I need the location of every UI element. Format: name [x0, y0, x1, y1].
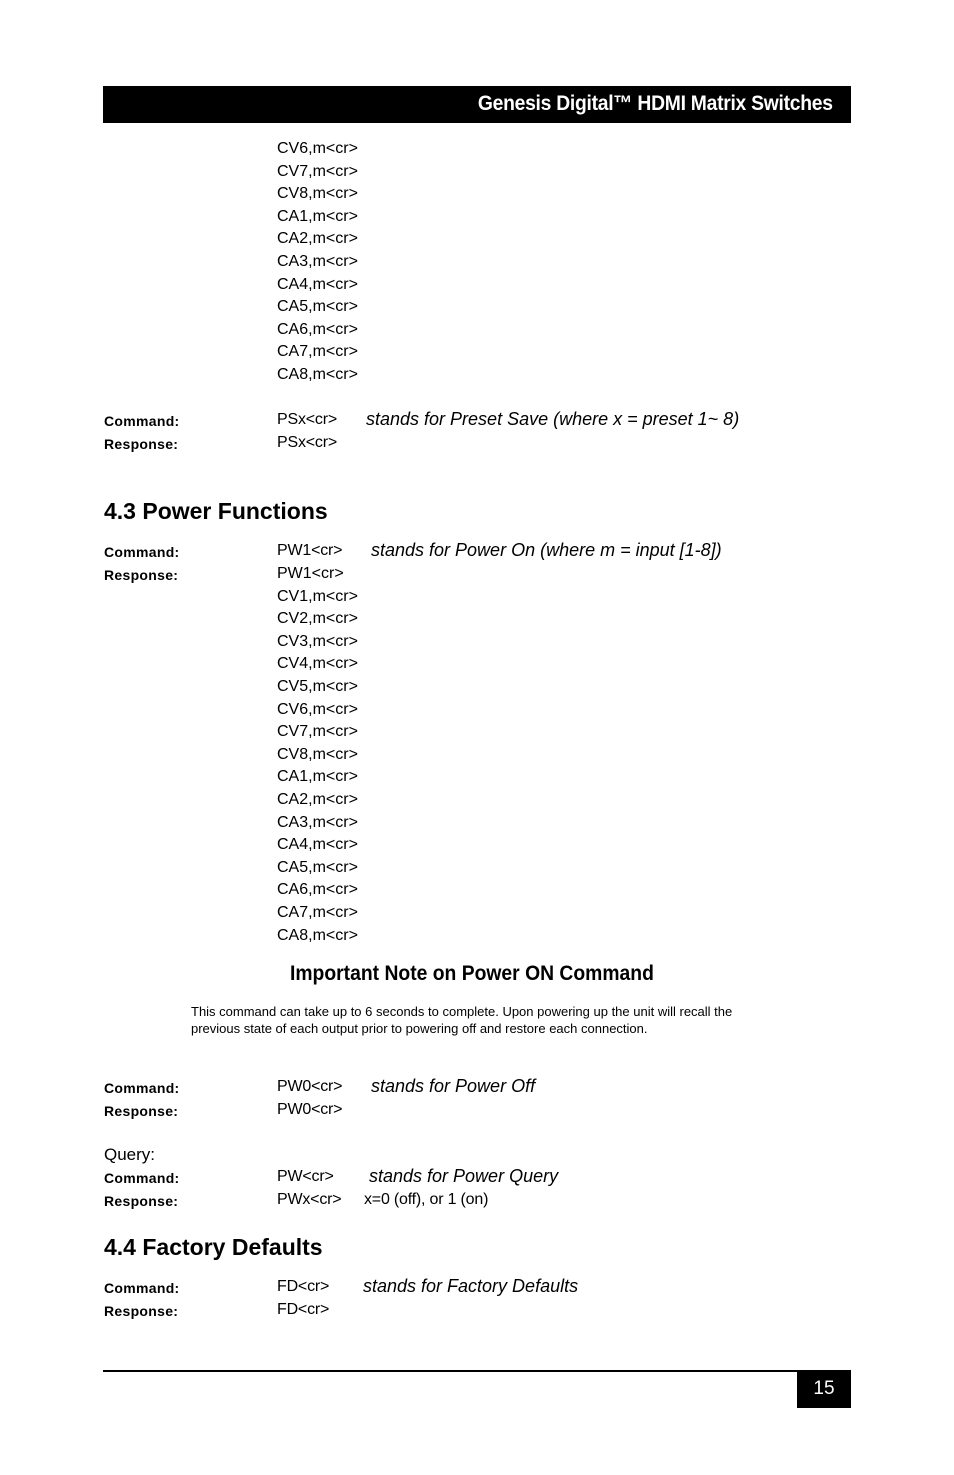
code-line: CV6,m<cr> [277, 700, 358, 718]
response-label: Response: [104, 567, 179, 583]
response-code: PWx<cr> [277, 1191, 342, 1208]
command-code: PW1<cr> [277, 542, 343, 559]
code-line: CV8,m<cr> [277, 185, 358, 203]
code-line: PW1<cr> [277, 565, 344, 582]
command-code: PW0<cr> [277, 1078, 343, 1095]
code-line: CA4,m<cr> [277, 275, 358, 293]
code-line: CV5,m<cr> [277, 677, 358, 695]
section-heading-power: 4.3 Power Functions [104, 498, 328, 524]
section-heading-factory: 4.4 Factory Defaults [104, 1234, 323, 1260]
command-description: stands for Preset Save (where x = preset 1~ 8) [366, 409, 740, 429]
code-line: CA7,m<cr> [277, 903, 358, 921]
code-line: CA1,m<cr> [277, 207, 358, 225]
command-description: stands for Power Query [369, 1166, 559, 1186]
code-line: CA4,m<cr> [277, 836, 358, 854]
header-bar [103, 86, 851, 123]
query-label: Query: [104, 1145, 156, 1164]
code-line: CA3,m<cr> [277, 252, 358, 270]
code-line: CA7,m<cr> [277, 343, 358, 361]
note-text-line: previous state of each output prior to powering off and restore each connection. [191, 1021, 648, 1036]
command-code: PW<cr> [277, 1168, 334, 1185]
top-code-list [277, 138, 358, 387]
response-label: Response: [104, 1193, 179, 1209]
code-line: CV4,m<cr> [277, 655, 358, 673]
code-line: CV1,m<cr> [277, 587, 358, 605]
code-line: CA8,m<cr> [277, 926, 358, 944]
command-code: FD<cr> [277, 1278, 330, 1295]
response-label: Response: [104, 1303, 179, 1319]
code-line: CA8,m<cr> [277, 365, 358, 383]
response-label: Response: [104, 436, 179, 452]
command-description: stands for Factory Defaults [363, 1276, 579, 1296]
code-line: CA2,m<cr> [277, 790, 358, 808]
response-code: PW0<cr> [277, 1101, 343, 1118]
page-number-box [797, 1370, 851, 1408]
command-code: PSx<cr> [277, 411, 337, 428]
code-line: CV2,m<cr> [277, 610, 358, 628]
code-line: CV7,m<cr> [277, 162, 358, 180]
command-label: Command: [104, 544, 180, 560]
page-number: 15 [813, 1378, 835, 1399]
code-line: CA5,m<cr> [277, 858, 358, 876]
response-code: FD<cr> [277, 1301, 330, 1318]
code-line: CV7,m<cr> [277, 723, 358, 741]
response-note: x=0 (off), or 1 (on) [364, 1191, 489, 1208]
note-text-line: This command can take up to 6 seconds to complete. Upon powering up the unit will recall the [191, 1004, 733, 1019]
command-description: stands for Power On (where m = input [1-8]) [371, 540, 722, 560]
code-line: CA6,m<cr> [277, 320, 358, 338]
code-line: CV6,m<cr> [277, 140, 358, 157]
command-label: Command: [104, 1170, 180, 1186]
response-code: PSx<cr> [277, 434, 337, 451]
command-label: Command: [104, 1080, 180, 1096]
code-line: CA3,m<cr> [277, 813, 358, 831]
code-line: CA6,m<cr> [277, 881, 358, 899]
command-label: Command: [104, 413, 180, 429]
command-description: stands for Power Off [371, 1076, 536, 1096]
note-heading: Important Note on Power ON Command [290, 962, 654, 985]
code-line: CA2,m<cr> [277, 230, 358, 248]
response-label: Response: [104, 1103, 179, 1119]
command-label: Command: [104, 1280, 180, 1296]
header-title: Genesis Digital™ HDMI Matrix Switches [478, 92, 833, 115]
footer-rule [103, 1370, 851, 1372]
code-line: CV8,m<cr> [277, 745, 358, 763]
power-on-response-list [277, 563, 358, 947]
code-line: CA5,m<cr> [277, 298, 358, 316]
code-line: CV3,m<cr> [277, 632, 358, 650]
code-line: CA1,m<cr> [277, 768, 358, 786]
